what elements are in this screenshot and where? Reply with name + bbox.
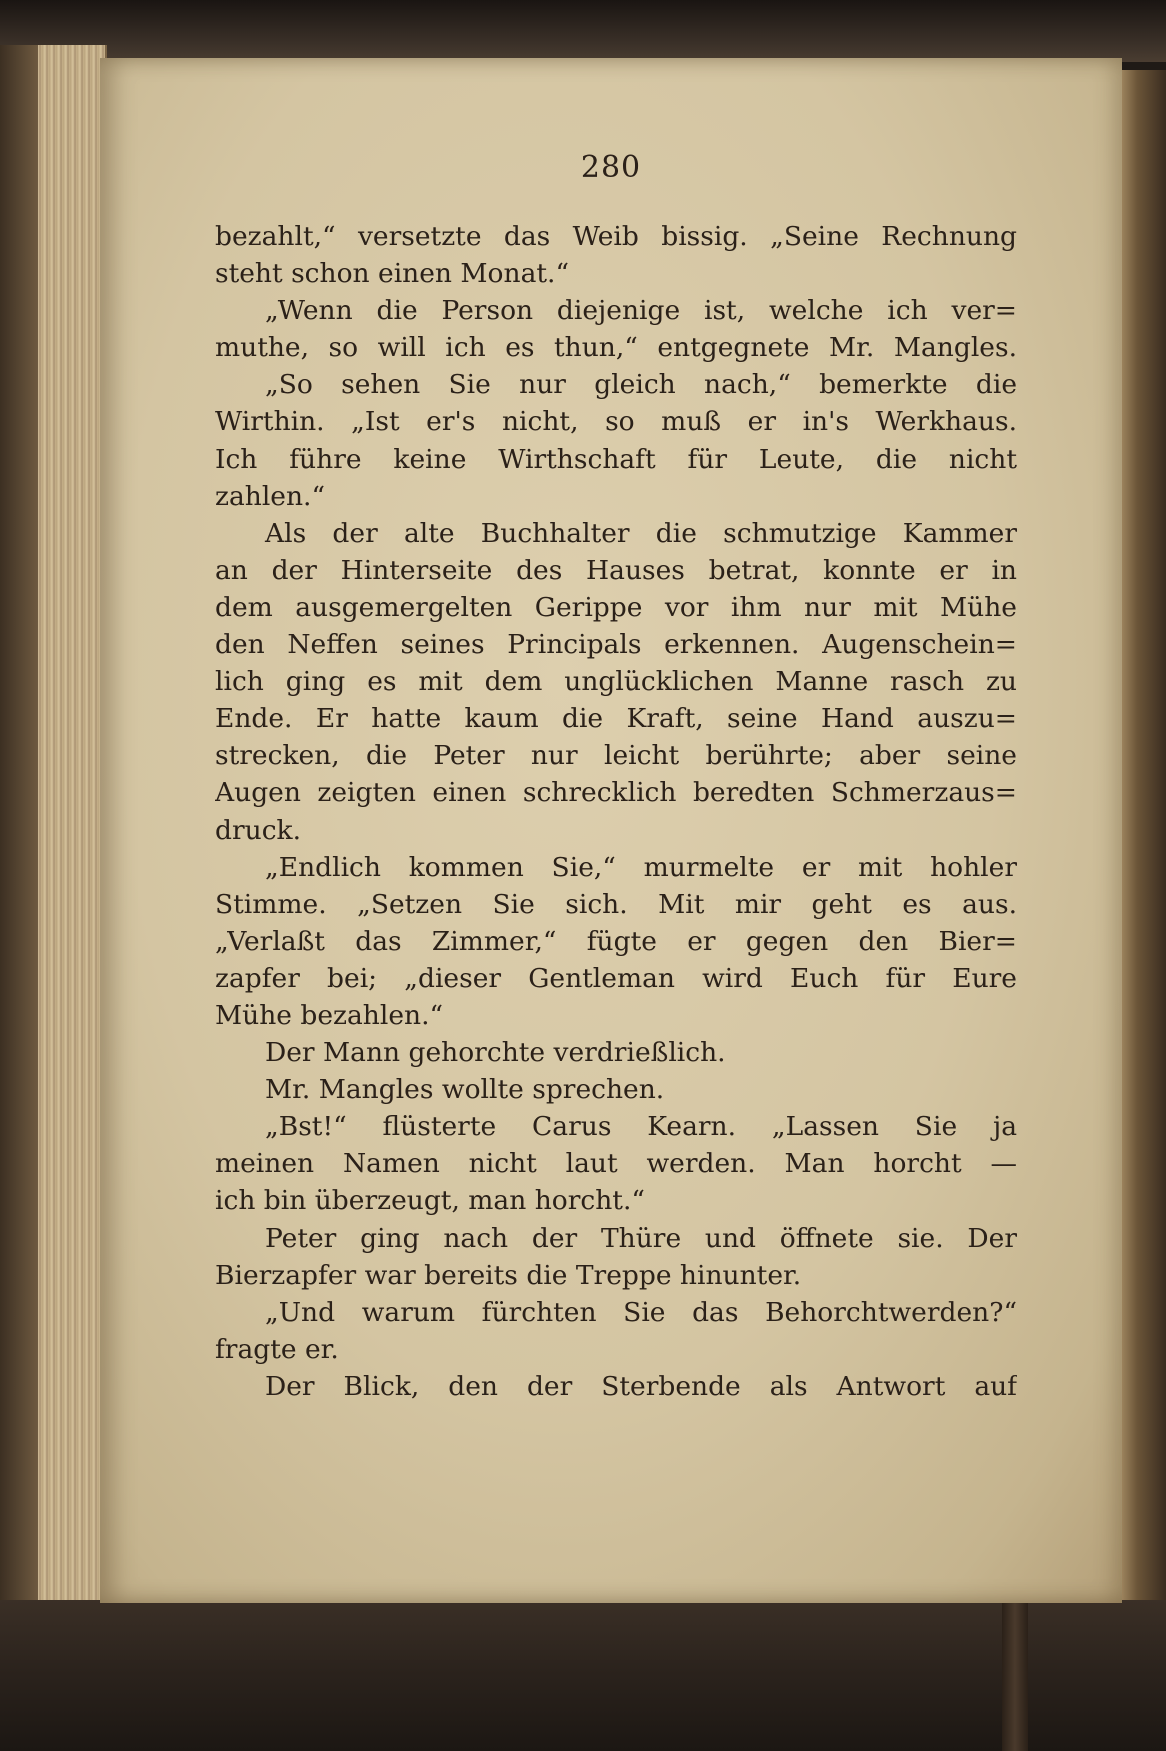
page-number: 280 — [580, 150, 642, 185]
text-line: Mühe bezahlen.“ — [215, 999, 444, 1031]
text-line: Bierzapfer war bereits die Treppe hinunter. — [215, 1259, 802, 1291]
text-line: ich bin überzeugt, man horcht.“ — [215, 1185, 645, 1217]
text-line: „Und warum fürchten Sie das Behorchtwerden?“ — [265, 1296, 1017, 1328]
text-line: Peter ging nach der Thüre und öffnete sie. Der — [265, 1222, 1017, 1254]
text-line: zahlen.“ — [215, 480, 326, 512]
text-line: Der Mann gehorchte verdrießlich. — [265, 1037, 726, 1069]
page-text — [215, 218, 1017, 1405]
text-line: lich ging es mit dem unglücklichen Manne rasch zu — [215, 666, 1017, 698]
text-line: an der Hinterseite des Hauses betrat, konnte er in — [215, 554, 1017, 586]
text-line: meinen Namen nicht laut werden. Man horcht — — [215, 1148, 1017, 1180]
text-line: „Verlaßt das Zimmer,“ fügte er gegen den Bier= — [215, 925, 1017, 957]
text-line: bezahlt,“ versetzte das Weib bissig. „Seine Rechnung — [215, 221, 1017, 252]
book-cover-top — [0, 0, 1166, 62]
text-line: strecken, die Peter nur leicht berührte; aber seine — [215, 740, 1017, 772]
text-line: Mr. Mangles wollte sprechen. — [265, 1074, 665, 1106]
text-line: druck. — [215, 814, 302, 846]
text-line: „Endlich kommen Sie,“ murmelte er mit hohler — [265, 851, 1017, 883]
bookmark-ribbon — [1002, 1596, 1028, 1751]
text-line: zapfer bei; „dieser Gentleman wird Euch für Eure — [215, 962, 1017, 994]
text-line: Als der alte Buchhalter die schmutzige Kammer — [265, 517, 1017, 549]
text-line: „So sehen Sie nur gleich nach,“ bemerkte die — [265, 369, 1017, 401]
text-line: „Bst!“ flüsterte Carus Kearn. „Lassen Sie ja — [265, 1111, 1017, 1143]
text-line: „Wenn die Person diejenige ist, welche ich ver= — [265, 295, 1017, 327]
text-line: den Neffen seines Principals erkennen. Augenschein= — [215, 629, 1017, 661]
page-edge-right — [1118, 70, 1166, 1630]
text-line: Wirthin. „Ist er's nicht, so muß er in's Werkhaus. — [215, 406, 1017, 438]
text-line: fragte er. — [215, 1333, 339, 1365]
text-line: Augen zeigten einen schrecklich beredten Schmerzaus= — [215, 777, 1017, 809]
text-line: muthe, so will ich es thun,“ entgegnete Mr. Mangles. — [215, 332, 1017, 364]
text-line: Ende. Er hatte kaum die Kraft, seine Hand auszu= — [215, 703, 1017, 735]
text-line: Der Blick, den der Sterbende als Antwort auf — [265, 1370, 1017, 1402]
book-page — [100, 58, 1122, 1603]
binding-left — [0, 45, 38, 1625]
text-line: dem ausgemergelten Gerippe vor ihm nur mit Mühe — [215, 591, 1017, 623]
text-line: steht schon einen Monat.“ — [215, 258, 569, 290]
book-cover-bottom — [0, 1600, 1166, 1751]
text-line: Stimme. „Setzen Sie sich. Mit mir geht es aus. — [215, 888, 1017, 920]
text-line: Ich führe keine Wirthschaft für Leute, die nicht — [215, 443, 1017, 475]
